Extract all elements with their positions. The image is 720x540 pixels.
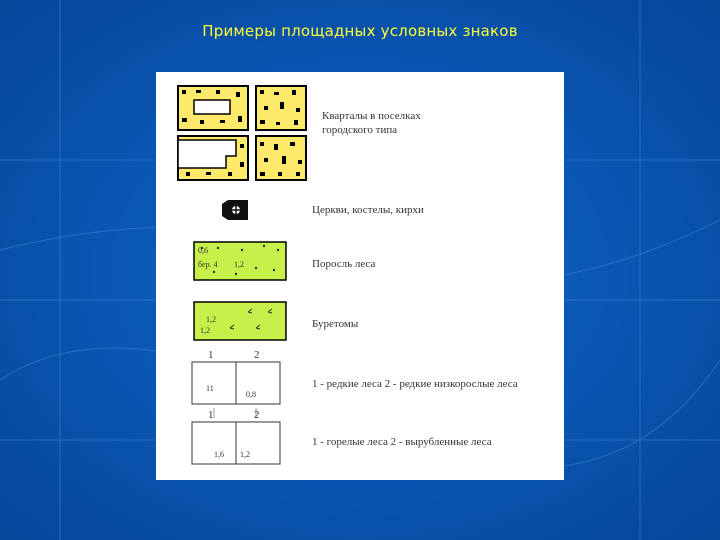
label-churches: Церкви, костелы, кирхи [312, 204, 424, 216]
slide-title: Примеры площадных условных знаков [202, 22, 518, 40]
burnt-number-2: 2 [254, 409, 260, 421]
sparse-number-1: 1 [208, 349, 214, 361]
sparse-text-2: 0,8 [246, 390, 256, 399]
windfall-text-2: 1,2 [200, 326, 210, 335]
label-forest-growth: Поросль леса [312, 258, 376, 270]
burnt-text-2: 1,2 [240, 450, 250, 459]
legend-panel [156, 72, 564, 480]
label-burnt-forest: 1 - горелые леса 2 - вырубленные леса [312, 436, 492, 448]
growth-text-2: бер. 4 [198, 260, 218, 269]
burnt-number-1: 1 [208, 409, 214, 421]
sparse-text-1: 11 [206, 384, 214, 393]
label-sparse-forest: 1 - редкие леса 2 - редкие низкорослые леса [312, 378, 518, 390]
church-symbol [222, 200, 248, 220]
burnt-text-1: 1,6 [214, 450, 224, 459]
windfall-text-1: 1,2 [206, 315, 216, 324]
label-quarters-line2: городского типа [322, 124, 398, 136]
label-windfall: Буретомы [312, 318, 359, 330]
growth-text-1: 0,6 [198, 246, 208, 255]
growth-text-3: 1,2 [234, 260, 244, 269]
label-quarters-line1: Кварталы в поселках [322, 110, 421, 122]
sparse-number-2: 2 [254, 349, 260, 361]
